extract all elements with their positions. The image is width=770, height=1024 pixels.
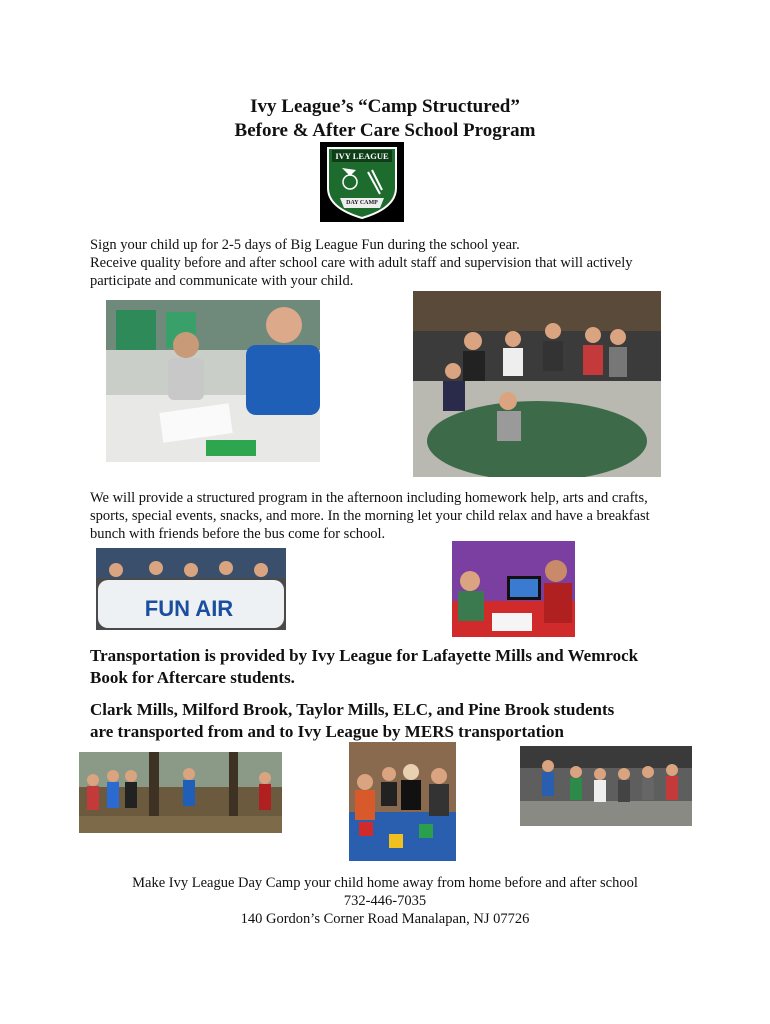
intro-line-3: participate and communicate with your child.: [90, 273, 354, 289]
transport-p2-line-2: are transported from and to Ivy League by MERS transportation: [90, 722, 564, 741]
transport-p1-line-2: Book for Aftercare students.: [90, 668, 295, 687]
program-line-2: sports, special events, snacks, and more. In the morning let your child relax and have a breakfast: [90, 508, 650, 524]
group-gym-photo: [413, 291, 661, 477]
program-paragraph: [90, 489, 690, 543]
program-line-3: bunch with friends before the bus come for school.: [90, 526, 386, 542]
homework-help-photo: [106, 300, 320, 462]
woods-photo: [79, 752, 282, 833]
laptop-photo: [452, 541, 575, 637]
intro-line-2: Receive quality before and after school care with adult staff and supervision that will actively: [90, 255, 633, 271]
funair-photo: [96, 548, 286, 630]
ivy-league-logo: [320, 142, 404, 222]
page-title: [0, 95, 770, 143]
bleachers-photo: [520, 746, 692, 826]
funair-banner-text: FUN AIR: [144, 596, 234, 621]
program-line-1: We will provide a structured program in the afternoon including homework help, arts and crafts,: [90, 490, 648, 506]
intro-paragraph: [90, 236, 730, 290]
title-line-1: Ivy League’s “Camp Structured”: [250, 96, 520, 117]
footer-tagline: Make Ivy League Day Camp your child home away from home before and after school: [132, 875, 638, 891]
transport-paragraph-2: [90, 699, 710, 743]
rug-group-photo: [349, 742, 456, 861]
logo-bottom-text: DAY CAMP: [346, 200, 378, 206]
footer: [0, 874, 770, 928]
transport-p1-line-1: Transportation is provided by Ivy League for Lafayette Mills and Wemrock: [90, 646, 639, 665]
logo-top-text: IVY LEAGUE: [335, 151, 389, 161]
transport-p2-line-1: Clark Mills, Milford Brook, Taylor Mills, ELC, and Pine Brook students: [90, 700, 615, 719]
footer-phone: 732-446-7035: [343, 893, 427, 909]
intro-line-1: Sign your child up for 2-5 days of Big League Fun during the school year.: [90, 237, 520, 253]
transport-paragraph-1: [90, 645, 710, 689]
footer-address: 140 Gordon’s Corner Road Manalapan, NJ 07726: [240, 911, 530, 927]
title-line-2: Before & After Care School Program: [234, 120, 536, 141]
